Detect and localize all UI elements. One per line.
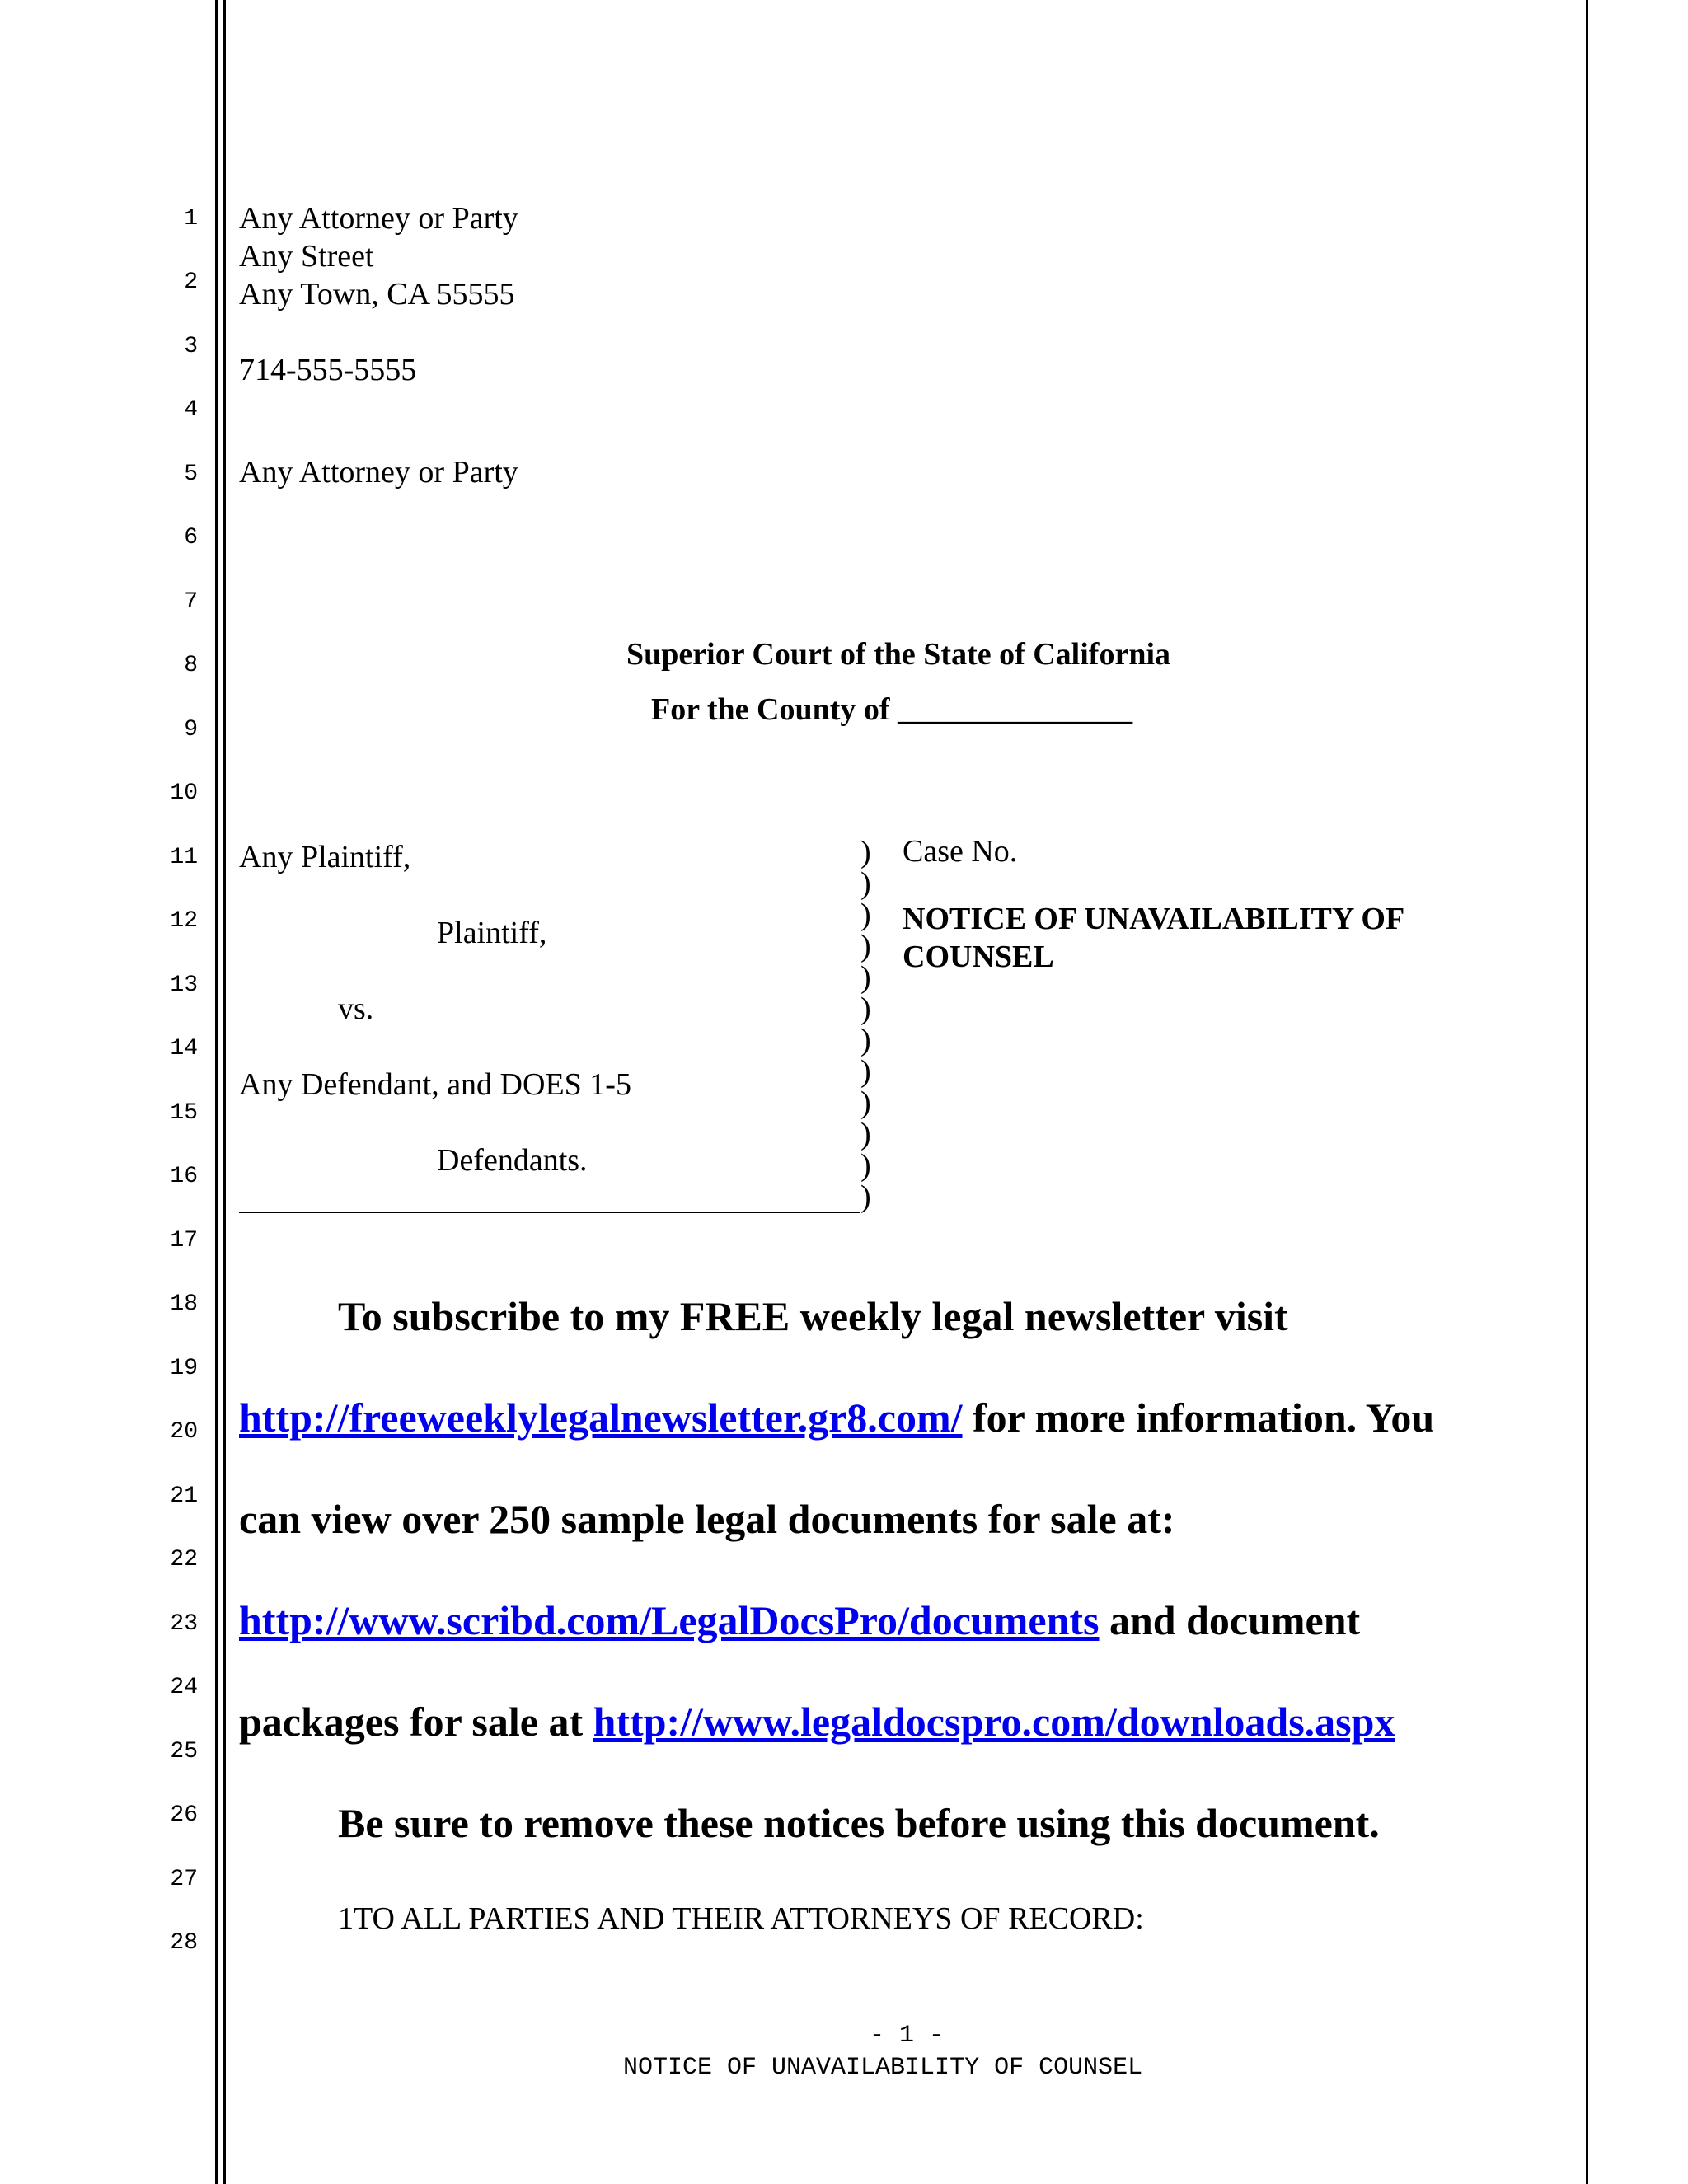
- plaintiff-name: Any Plaintiff,: [239, 840, 411, 874]
- newsletter-link[interactable]: http://freeweeklylegalnewsletter.gr8.com/: [239, 1394, 963, 1441]
- line-number: 16: [170, 1164, 198, 1189]
- line-number: 14: [170, 1036, 198, 1062]
- attorney-for: Any Attorney or Party: [239, 455, 518, 490]
- footer-title: NOTICE OF UNAVAILABILITY OF COUNSEL: [623, 2054, 1143, 2082]
- page-number: - 1 -: [870, 2022, 945, 2050]
- document-title-line2: COUNSEL: [903, 940, 1054, 974]
- versus: vs.: [338, 991, 374, 1026]
- defendant-role: Defendants.: [437, 1143, 588, 1178]
- attorney-street: Any Street: [239, 239, 374, 274]
- line-number: 5: [184, 462, 198, 487]
- left-margin-rule-outer: [215, 0, 218, 2184]
- line-number: 3: [184, 334, 198, 359]
- line-number: 13: [170, 972, 198, 998]
- line-number: 1: [184, 206, 198, 232]
- caption-paren: ): [860, 929, 871, 963]
- notice-line-2-text: for more information. You: [962, 1394, 1435, 1441]
- notice-line-4: [239, 1596, 1360, 1644]
- attorney-name: Any Attorney or Party: [239, 201, 518, 236]
- line-number: 12: [170, 908, 198, 934]
- line-number: 6: [184, 525, 198, 551]
- line-number: 17: [170, 1228, 198, 1254]
- line-number: 8: [184, 653, 198, 678]
- notice-line-2: [239, 1394, 1434, 1441]
- plaintiff-role: Plaintiff,: [437, 916, 547, 950]
- attorney-phone: 714-555-5555: [239, 353, 417, 387]
- line-number: 25: [170, 1739, 198, 1765]
- caption-paren: ): [860, 1179, 871, 1214]
- case-number-label: Case No.: [903, 834, 1018, 869]
- line-number: 11: [170, 845, 198, 870]
- line-number: 20: [170, 1419, 198, 1445]
- caption-paren: ): [860, 960, 871, 995]
- line-number: 19: [170, 1356, 198, 1381]
- scribd-documents-link[interactable]: http://www.scribd.com/LegalDocsPro/documents: [239, 1597, 1100, 1643]
- line-number: 24: [170, 1675, 198, 1700]
- notice-line-4-text: and document: [1099, 1597, 1361, 1643]
- caption-paren: ): [860, 835, 871, 869]
- line-number: 9: [184, 717, 198, 743]
- caption-paren: ): [860, 1054, 871, 1089]
- court-name: Superior Court of the State of California: [626, 637, 1171, 672]
- line-number: 18: [170, 1291, 198, 1317]
- caption-paren: ): [860, 1117, 871, 1151]
- document-title-line1: NOTICE OF UNAVAILABILITY OF: [903, 902, 1405, 936]
- caption-underline: [239, 1212, 860, 1213]
- remove-notice: Be sure to remove these notices before using this document.: [338, 1800, 1380, 1846]
- line-number: 7: [184, 589, 198, 615]
- caption-paren: ): [860, 1023, 871, 1057]
- notice-line-5: [239, 1698, 1395, 1746]
- notice-line-1: To subscribe to my FREE weekly legal newsletter visit: [338, 1293, 1288, 1339]
- left-margin-rule-inner: [223, 0, 226, 2184]
- notice-line-5-text: packages for sale at: [239, 1699, 593, 1745]
- line-number: 22: [170, 1547, 198, 1572]
- line-number: 26: [170, 1802, 198, 1828]
- line-number: 27: [170, 1867, 198, 1892]
- downloads-link[interactable]: http://www.legaldocspro.com/downloads.aspx: [593, 1699, 1395, 1745]
- line-number: 2: [184, 269, 198, 295]
- caption-paren: ): [860, 866, 871, 901]
- salutation: 1TO ALL PARTIES AND THEIR ATTORNEYS OF RECORD:: [338, 1901, 1144, 1936]
- line-number: 21: [170, 1483, 198, 1509]
- defendant-name: Any Defendant, and DOES 1-5: [239, 1067, 631, 1102]
- notice-line-3: can view over 250 sample legal documents for sale at:: [239, 1496, 1175, 1542]
- caption-paren: ): [860, 1085, 871, 1120]
- line-number: 10: [170, 780, 198, 806]
- caption-paren: ): [860, 898, 871, 932]
- court-county: For the County of _______________: [651, 692, 1133, 727]
- line-number: 15: [170, 1100, 198, 1126]
- caption-paren: ): [860, 991, 871, 1026]
- line-number: 28: [170, 1930, 198, 1956]
- caption-paren: ): [860, 1148, 871, 1183]
- line-number: 4: [184, 397, 198, 423]
- right-margin-rule: [1586, 0, 1588, 2184]
- attorney-city: Any Town, CA 55555: [239, 277, 515, 312]
- line-number: 23: [170, 1611, 198, 1637]
